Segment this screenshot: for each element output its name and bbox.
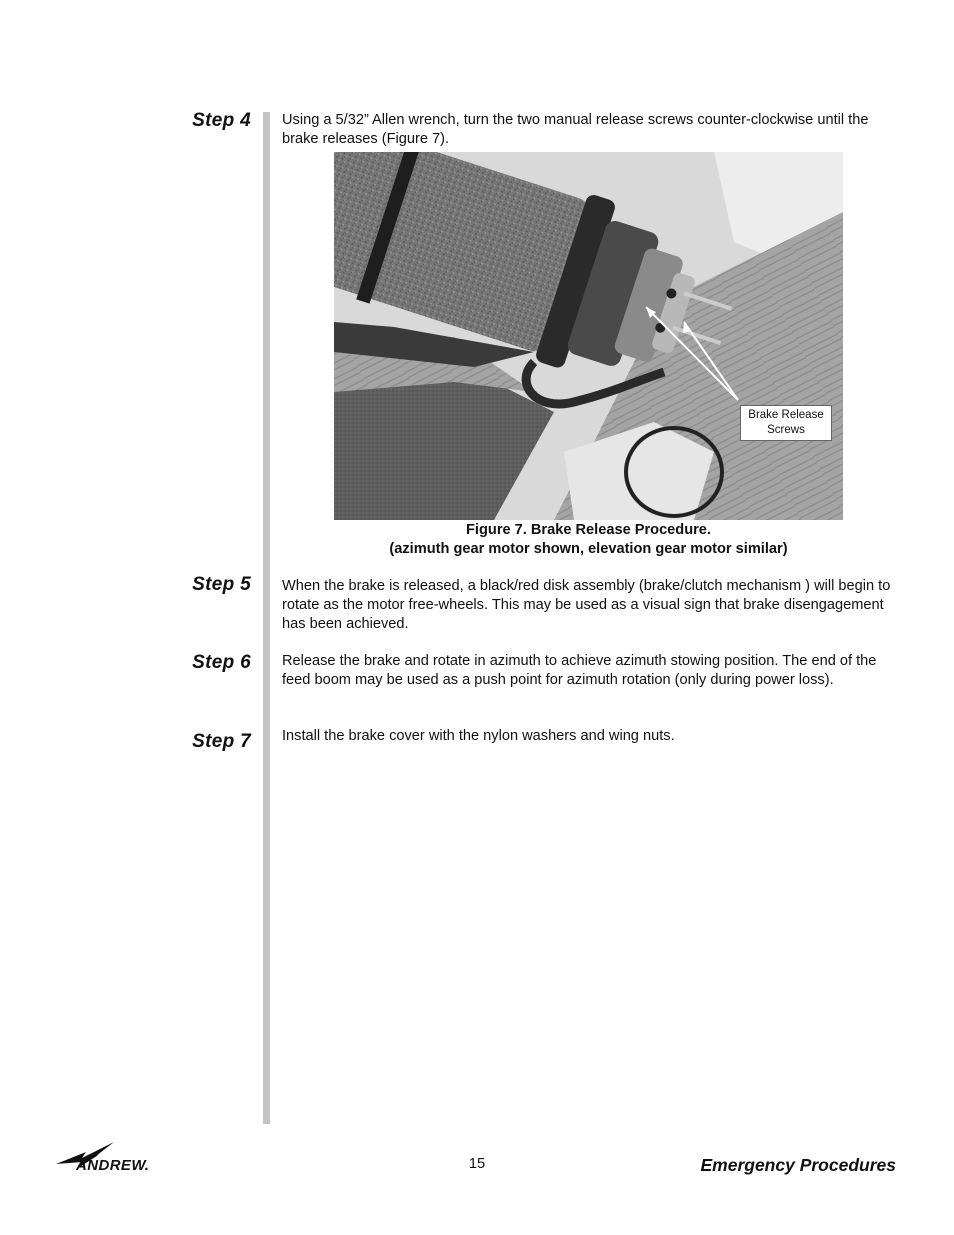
callout-line-1: Brake Release <box>748 409 824 421</box>
step-6-label: Step 6 <box>192 652 251 673</box>
step-5-text: When the brake is released, a black/red disk assembly (brake/clutch mechanism ) will begin to rotate as the motor free-wheels. This may be used as a visual sign that brake disengagement has been achieved. <box>282 578 891 632</box>
figure-caption-subtitle: (azimuth gear motor shown, elevation gear motor similar) <box>389 541 788 557</box>
figure-7-photo <box>334 152 843 520</box>
margin-rule <box>263 112 270 1124</box>
footer-section-title: Emergency Procedures <box>700 1155 896 1175</box>
brake-motor-illustration <box>334 152 843 520</box>
andrew-logo-text: ANDREW. <box>76 1157 150 1174</box>
brake-release-screws-callout <box>740 405 832 441</box>
step-4-text: Using a 5/32” Allen wrench, turn the two manual release screws counter-clockwise until the brake releases (Figure 7). <box>282 112 869 147</box>
step-7-text: Install the brake cover with the nylon washers and wing nuts. <box>282 728 675 744</box>
andrew-logo <box>56 1142 168 1178</box>
step-6-text: Release the brake and rotate in azimuth to achieve azimuth stowing position. The end of the feed boom may be used as a push point for azimuth rotation (only during power loss). <box>282 653 877 688</box>
step-7-label: Step 7 <box>192 731 251 752</box>
page-number: 15 <box>468 1156 486 1172</box>
callout-line-2: Screws <box>767 424 805 436</box>
step-5-label: Step 5 <box>192 574 251 595</box>
step-4-label: Step 4 <box>192 110 251 131</box>
figure-caption-title: Figure 7. Brake Release Procedure. <box>466 522 711 538</box>
